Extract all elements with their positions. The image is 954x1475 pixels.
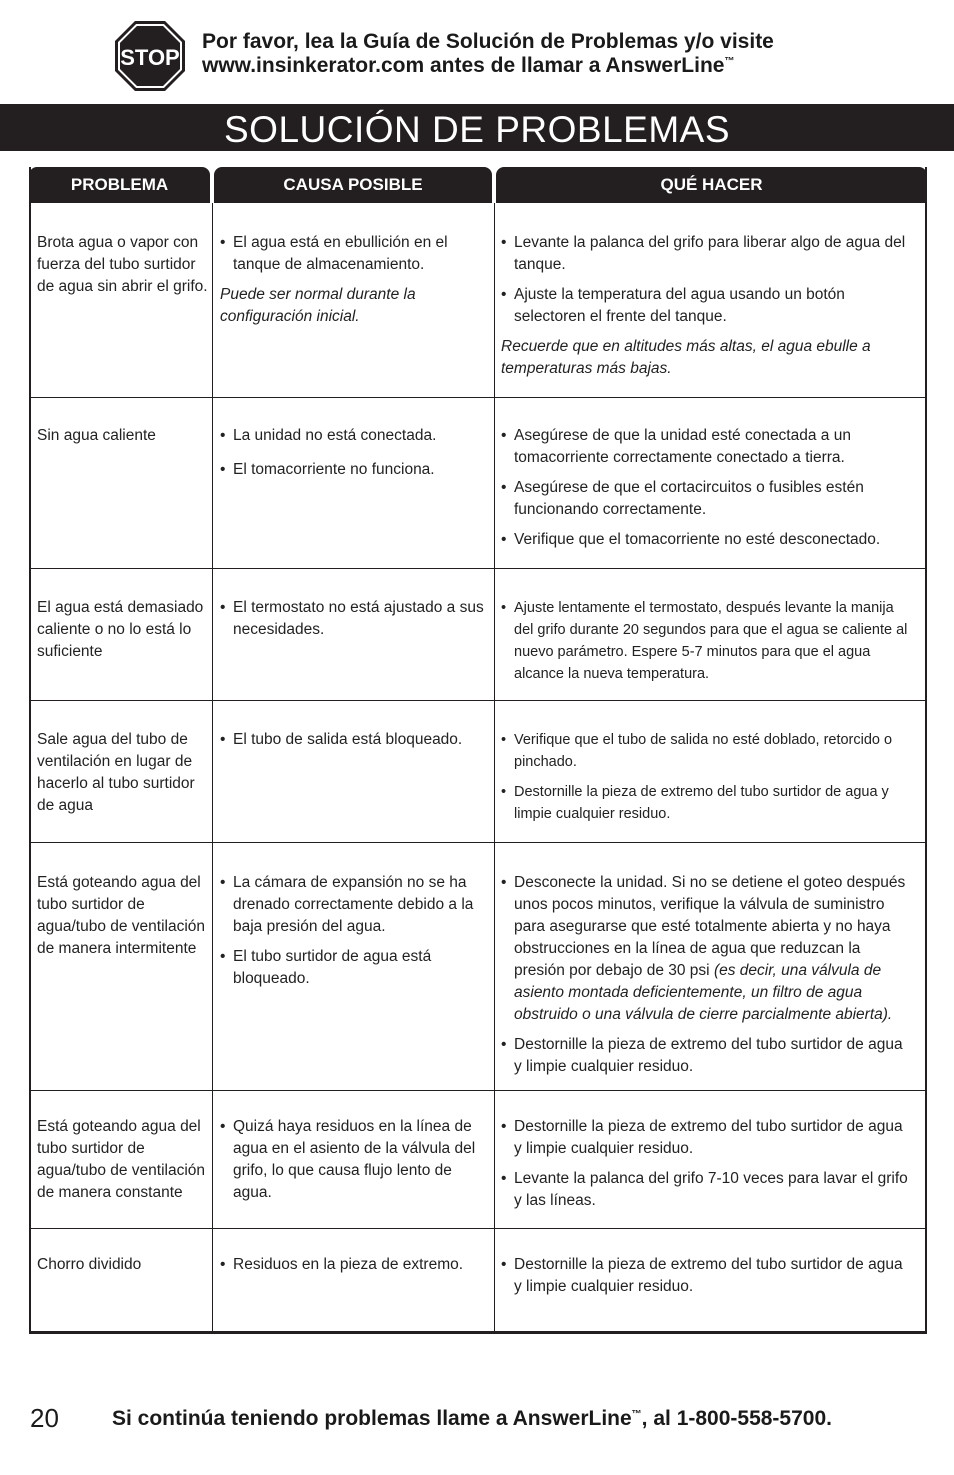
action-italic: (es decir, una válvula de asiento montada deficientemente, un filtro de agua obstruido o una válvula de cierre parcialmente abierta). <box>514 962 893 1023</box>
problem-cell: Está goteando agua del tubo surtidor de agua/tubo de ventilación de manera constante <box>37 1118 206 1201</box>
stop-label: STOP <box>120 45 180 70</box>
table-row <box>31 203 925 398</box>
table-header <box>29 167 927 203</box>
action-cell: • Levante la palanca del grifo para liberar algo de agua del tanque. • Ajuste la temperatura del agua usando un botón selectoren el frente del tanque. Recuerde que en altitudes más altas, el agua ebulle a temperaturas más bajas. <box>501 232 913 386</box>
cause-cell: • El tubo de salida está bloqueado. <box>220 729 486 759</box>
problem-cell: Sale agua del tubo de ventilación en lugar de hacerlo al tubo surtidor de agua <box>37 731 195 814</box>
footer-help-text: Si continúa teniendo problemas llame a AnswerLine™, al 1-800-558-5700. <box>112 1407 832 1430</box>
header-problema: PROBLEMA <box>29 167 210 203</box>
action-cell: • Destornille la pieza de extremo del tubo surtidor de agua y limpie cualquier residuo. <box>501 1254 913 1306</box>
page-header <box>0 0 954 100</box>
action-cell: • Desconecte la unidad. Si no se detiene el goteo después unos pocos minutos, verifique la válvula de suministro para asegurarse que esté totalmente abierta y no haya obstrucciones en la línea de agua que reduzcan la presión por debajo de 30 psi (es decir, una válvula de asiento montada deficientemente, un filtro de agua obstruido o una válvula de cierre parcialmente abierta). • Destornille la pieza de extremo del tubo surtidor de agua y limpie cualquier residuo. <box>501 872 913 1086</box>
table-row <box>31 1229 925 1331</box>
cause-cell: • El termostato no está ajustado a sus necesidades. <box>220 597 486 649</box>
page-number: 20 <box>30 1403 59 1433</box>
troubleshooting-table <box>29 167 927 1334</box>
header-que-hacer: QUÉ HACER <box>496 167 927 203</box>
cause-cell: • La cámara de expansión no se ha drenado correctamente debido a la baja presión del agua. • El tubo surtidor de agua está bloqueado. <box>220 872 486 998</box>
page-title: SOLUCIÓN DE PROBLEMAS <box>224 109 731 150</box>
cause-note: Puede ser normal durante la configuración inicial. <box>220 286 416 325</box>
cause-cell: • Quizá haya residuos en la línea de agua en el asiento de la válvula del grifo, lo que causa flujo lento de agua. <box>220 1116 486 1212</box>
action-cell: • Verifique que el tubo de salida no esté doblado, retorcido o pinchado. • Destornille la pieza de extremo del tubo surtidor de agua y limpie cualquier residuo. <box>501 729 913 833</box>
action-cell: • Asegúrese de que la unidad esté conectada a un tomacorriente correctamente conectado a tierra. • Asegúrese de que el cortacircuitos o fusibles estén funcionando correctamente. • Verifique que el tomacorriente no esté desconectado. <box>501 425 913 559</box>
table-row <box>31 701 925 843</box>
notice-text <box>202 30 922 78</box>
cause-cell: • La unidad no está conectada. • El tomacorriente no funciona. <box>220 425 486 489</box>
cause-cell: • Residuos en la pieza de extremo. <box>220 1254 486 1284</box>
action-cell: • Ajuste lentamente el termostato, después levante la manija del grifo durante 20 segundos para que el agua se caliente al nuevo parámetro. Espere 5-7 minutos para que el agua alcance la nueva temperatura. <box>501 597 913 693</box>
table-row <box>31 843 925 1091</box>
table-row <box>31 1091 925 1229</box>
problem-cell: Sin agua caliente <box>37 427 156 444</box>
header-causa-posible: CAUSA POSIBLE <box>214 167 492 203</box>
problem-cell: El agua está demasiado caliente o no lo está lo suficiente <box>37 599 204 660</box>
problem-cell: Brota agua o vapor con fuerza del tubo surtidor de agua sin abrir el grifo. <box>37 234 208 295</box>
problem-cell: Chorro dividido <box>37 1256 142 1273</box>
action-cell: • Destornille la pieza de extremo del tubo surtidor de agua y limpie cualquier residuo. • Levante la palanca del grifo 7-10 veces para lavar el grifo y las líneas. <box>501 1116 913 1220</box>
table-row <box>31 398 925 569</box>
problem-cell: Está goteando agua del tubo surtidor de agua/tubo de ventilación de manera intermitente <box>37 874 206 957</box>
cause-cell: • El agua está en ebullición en el tanque de almacenamiento. Puede ser normal durante la configuración inicial. <box>220 232 486 334</box>
table-row <box>31 569 925 701</box>
notice-line-2: www.insinkerator.com antes de llamar a AnswerLine™ <box>202 54 735 77</box>
action-note: Recuerde que en altitudes más altas, el agua ebulle a temperaturas más bajas. <box>501 338 871 377</box>
stop-sign-icon <box>114 20 186 92</box>
title-band <box>0 104 954 151</box>
notice-line-1: Por favor, lea la Guía de Solución de Problemas y/o visite <box>202 30 774 53</box>
